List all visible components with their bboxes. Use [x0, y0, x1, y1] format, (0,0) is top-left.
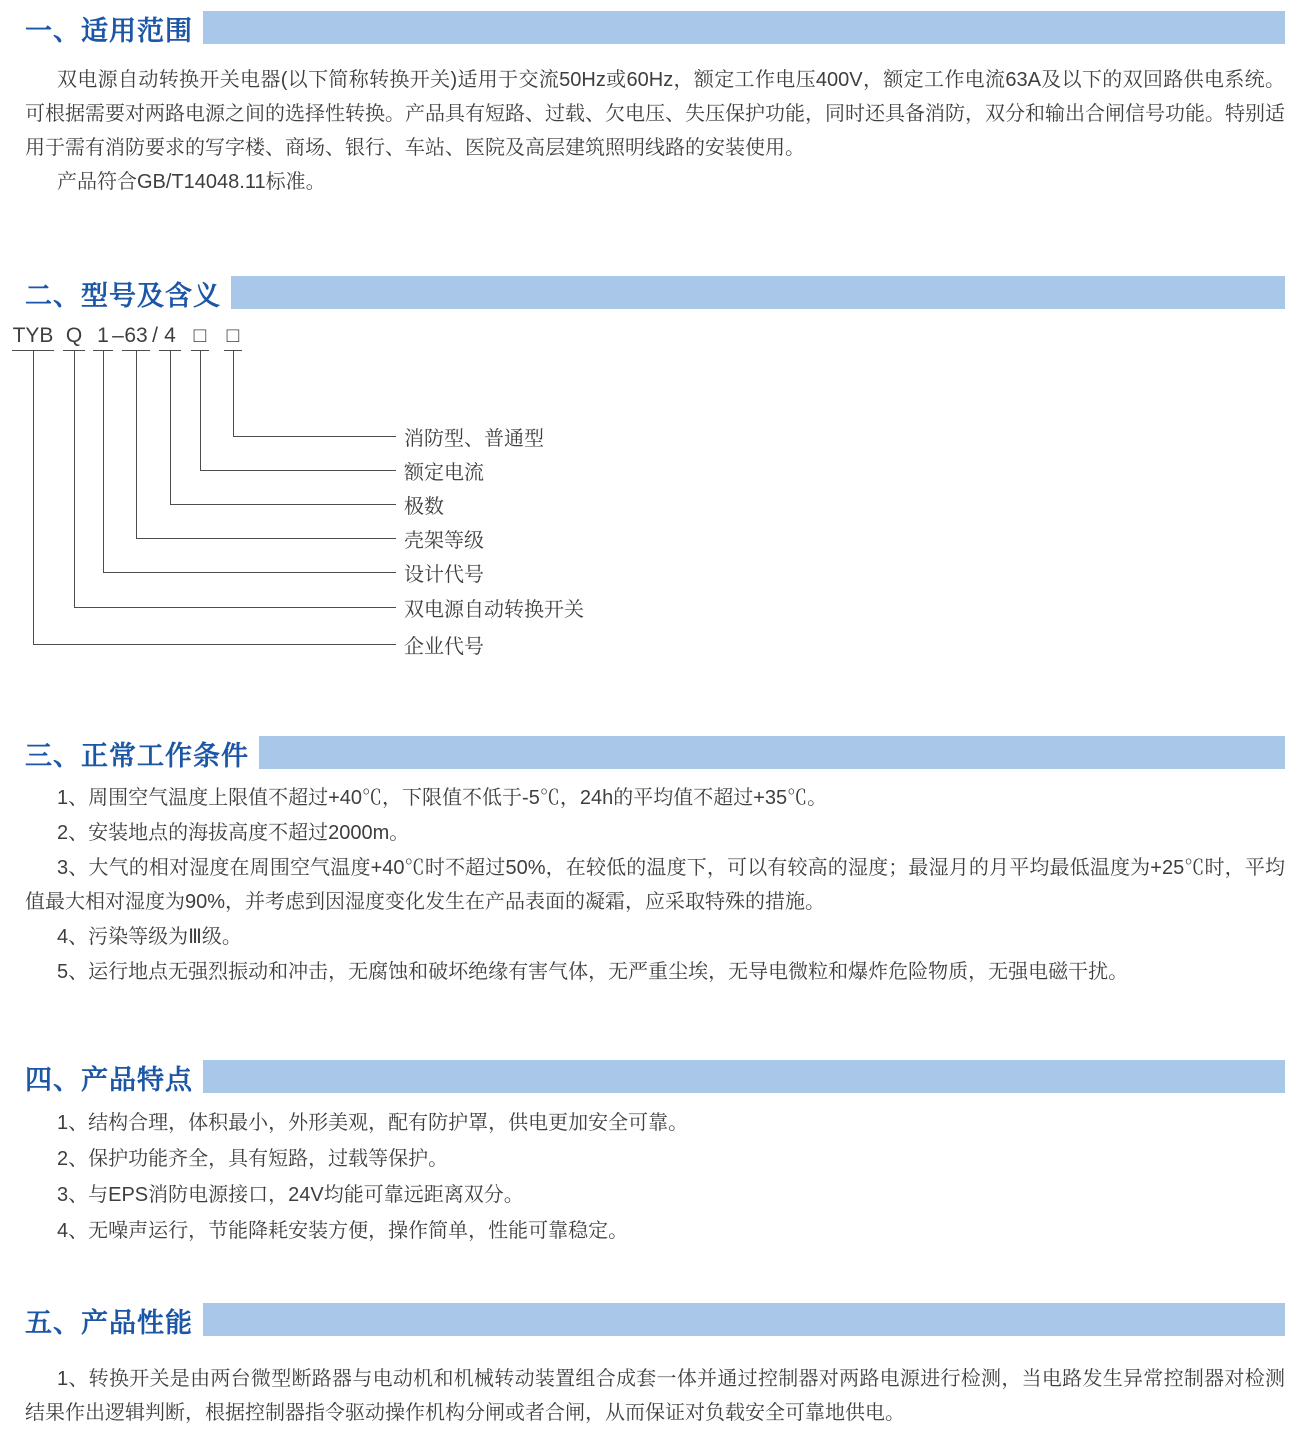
list-item: 5、运行地点无强烈振动和冲击，无腐蚀和破坏绝缘有害气体，无严重尘埃，无导电微粒和爆炸危险物质，无强电磁干扰。 — [57, 961, 1129, 983]
list-item: 1、结构合理，体积最小，外形美观，配有防护罩，供电更加安全可靠。 — [57, 1112, 689, 1134]
list-item: 2、保护功能齐全，具有短路，过载等保护。 — [57, 1148, 449, 1170]
section-title-features: 四、产品特点 — [25, 1064, 193, 1095]
section-header-features — [25, 1059, 1285, 1095]
connector-line-vertical — [103, 351, 104, 572]
section-banner — [203, 11, 1285, 44]
model-code-placeholder-box: □ — [224, 324, 242, 351]
model-code-part: 4 — [159, 324, 181, 351]
section-banner — [203, 1303, 1285, 1336]
scope-paragraph-1: 双电源自动转换开关电器(以下简称转换开关)适用于交流50Hz或60Hz，额定工作电压400V，额定工作电流63A及以下的双回路供电系统。可根据需要对两路电源之间的选择性转换。产品具有短路、过载、欠电压、失压保护功能，同时还具备消防，双分和输出合闸信号功能。特别适用于需有消防要求的写字楼、商场、银行、车站、医院及高层建筑照明线路的安装使用。 — [25, 69, 1285, 159]
model-code-part: TYB — [12, 324, 54, 351]
connector-line-vertical — [74, 351, 75, 607]
list-item: 2、安装地点的海拔高度不超过2000m。 — [57, 822, 410, 844]
model-code-part: 63 — [122, 324, 150, 351]
model-label-ats: 双电源自动转换开关 — [404, 599, 584, 621]
connector-line-horizontal — [33, 644, 396, 645]
model-code-diagram — [0, 324, 1300, 669]
section-banner — [203, 1060, 1285, 1093]
connector-line-horizontal — [103, 572, 396, 573]
conditions-list — [0, 781, 1300, 989]
section-title-conditions: 三、正常工作条件 — [25, 740, 249, 771]
model-label-design-code: 设计代号 — [404, 564, 484, 586]
connector-line-horizontal — [170, 504, 396, 505]
model-code-separator: – — [112, 324, 124, 347]
connector-line-horizontal — [136, 538, 396, 539]
connector-line-vertical — [33, 351, 34, 644]
model-label-company-code: 企业代号 — [404, 636, 484, 658]
connector-line-vertical — [170, 351, 171, 504]
connector-line-vertical — [136, 351, 137, 538]
model-label-fire-type: 消防型、普通型 — [404, 428, 544, 450]
model-code-separator: / — [152, 324, 158, 347]
list-item: 4、污染等级为Ⅲ级。 — [57, 926, 242, 948]
section-banner — [231, 276, 1285, 309]
connector-line-horizontal — [200, 470, 396, 471]
connector-line-horizontal — [233, 436, 396, 437]
section-banner — [259, 736, 1285, 769]
model-label-rated-current: 额定电流 — [404, 462, 484, 484]
connector-line-vertical — [233, 351, 234, 436]
section-header-conditions — [25, 735, 1285, 771]
list-item: 1、周围空气温度上限值不超过+40℃，下限值不低于-5℃，24h的平均值不超过+35℃。 — [57, 787, 828, 809]
connector-line-horizontal — [74, 607, 396, 608]
section-title-performance: 五、产品性能 — [25, 1307, 193, 1338]
page-root — [0, 10, 1300, 1429]
model-label-frame-grade: 壳架等级 — [404, 530, 484, 552]
section-header-scope — [25, 10, 1285, 46]
section-title-model: 二、型号及含义 — [25, 280, 221, 311]
list-item: 4、无噪声运行，节能降耗安装方便，操作简单，性能可靠稳定。 — [57, 1220, 629, 1242]
connector-line-vertical — [200, 351, 201, 470]
section-header-model — [25, 275, 1285, 311]
list-item: 3、大气的相对湿度在周围空气温度+40℃时不超过50%，在较低的温度下，可以有较高的湿度；最湿月的月平均最低温度为+25℃时，平均值最大相对湿度为90%，并考虑到因湿度变化发生在产品表面的凝霜，应采取特殊的措施。 — [25, 857, 1285, 913]
model-label-poles: 极数 — [404, 496, 444, 518]
list-item: 3、与EPS消防电源接口，24V均能可靠远距离双分。 — [57, 1184, 524, 1206]
model-code-part: Q — [63, 324, 85, 351]
section-header-performance — [25, 1302, 1285, 1338]
scope-paragraph-2: 产品符合GB/T14048.11标准。 — [57, 171, 326, 193]
performance-paragraph-1: 1、转换开关是由两台微型断路器与电动机和机械转动装置组合成套一体并通过控制器对两路电源进行检测，当电路发生异常控制器对检测结果作出逻辑判断，根据控制器指令驱动操作机构分闸或者合闸，从而保证对负载安全可靠地供电。 — [25, 1368, 1285, 1424]
model-code-part: 1 — [93, 324, 113, 351]
model-code-placeholder-box: □ — [191, 324, 209, 351]
features-list — [0, 1106, 1300, 1248]
section-title-scope: 一、适用范围 — [25, 15, 193, 46]
